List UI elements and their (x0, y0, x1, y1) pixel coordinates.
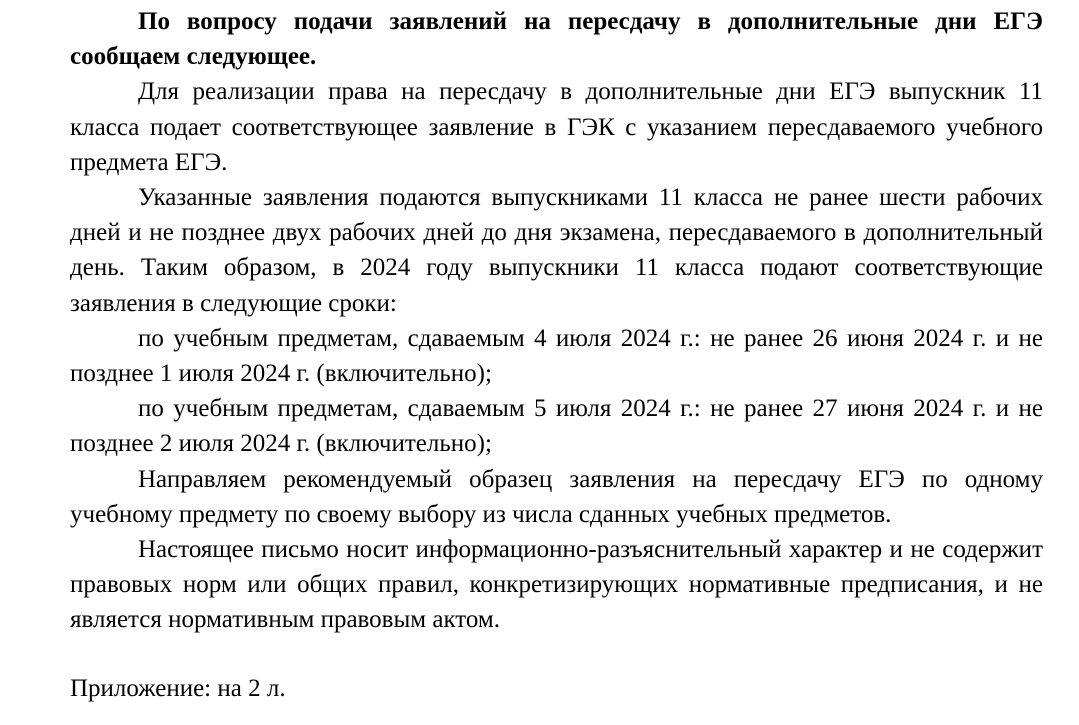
letter-heading: По вопросу подачи заявлений на пересдачу в дополнительные дни ЕГЭ сообщаем следующее. (70, 8, 1043, 71)
paragraph-july-5-period: по учебным предметам, сдаваемым 5 июля 2024 г.: не ранее 27 июня 2024 г. и не позднее 2 июля 2024 г. (включительно); (70, 395, 1043, 458)
attachment-note: Приложение: на 2 л. (70, 674, 286, 702)
paragraph-july-4-period: по учебным предметам, сдаваемым 4 июля 2024 г.: не ранее 26 июня 2024 г. и не позднее 1 июля 2024 г. (включительно); (70, 324, 1043, 388)
paragraph-sample-application: Направляем рекомендуемый образец заявления на пересдачу ЕГЭ по одному учебному предмету по своему выбору из числа сданных учебных предметов. (70, 465, 1043, 528)
paragraph-application-deadlines: Указанные заявления подаются выпускниками 11 класса не ранее шести рабочих дней и не позднее двух рабочих дней до дня экзамена, пересдаваемого в дополнительный день. Таким образом, в 2024 году выпускники 11 класса подают соответствующие заявления в следующие сроки: (70, 184, 1043, 317)
paragraph-right-to-retake: Для реализации права на пересдачу в дополнительные дни ЕГЭ выпускник 11 класса подает соответствующее заявление в ГЭК с указанием пересдаваемого учебного предмета ЕГЭ. (70, 78, 1043, 176)
letter-body (70, 4, 1043, 706)
paragraph-disclaimer: Настоящее письмо носит информационно-разъяснительный характер и не содержит правовых норм или общих правил, конкретизирующих нормативные предписания, и не является нормативным правовым актом. (70, 536, 1043, 634)
